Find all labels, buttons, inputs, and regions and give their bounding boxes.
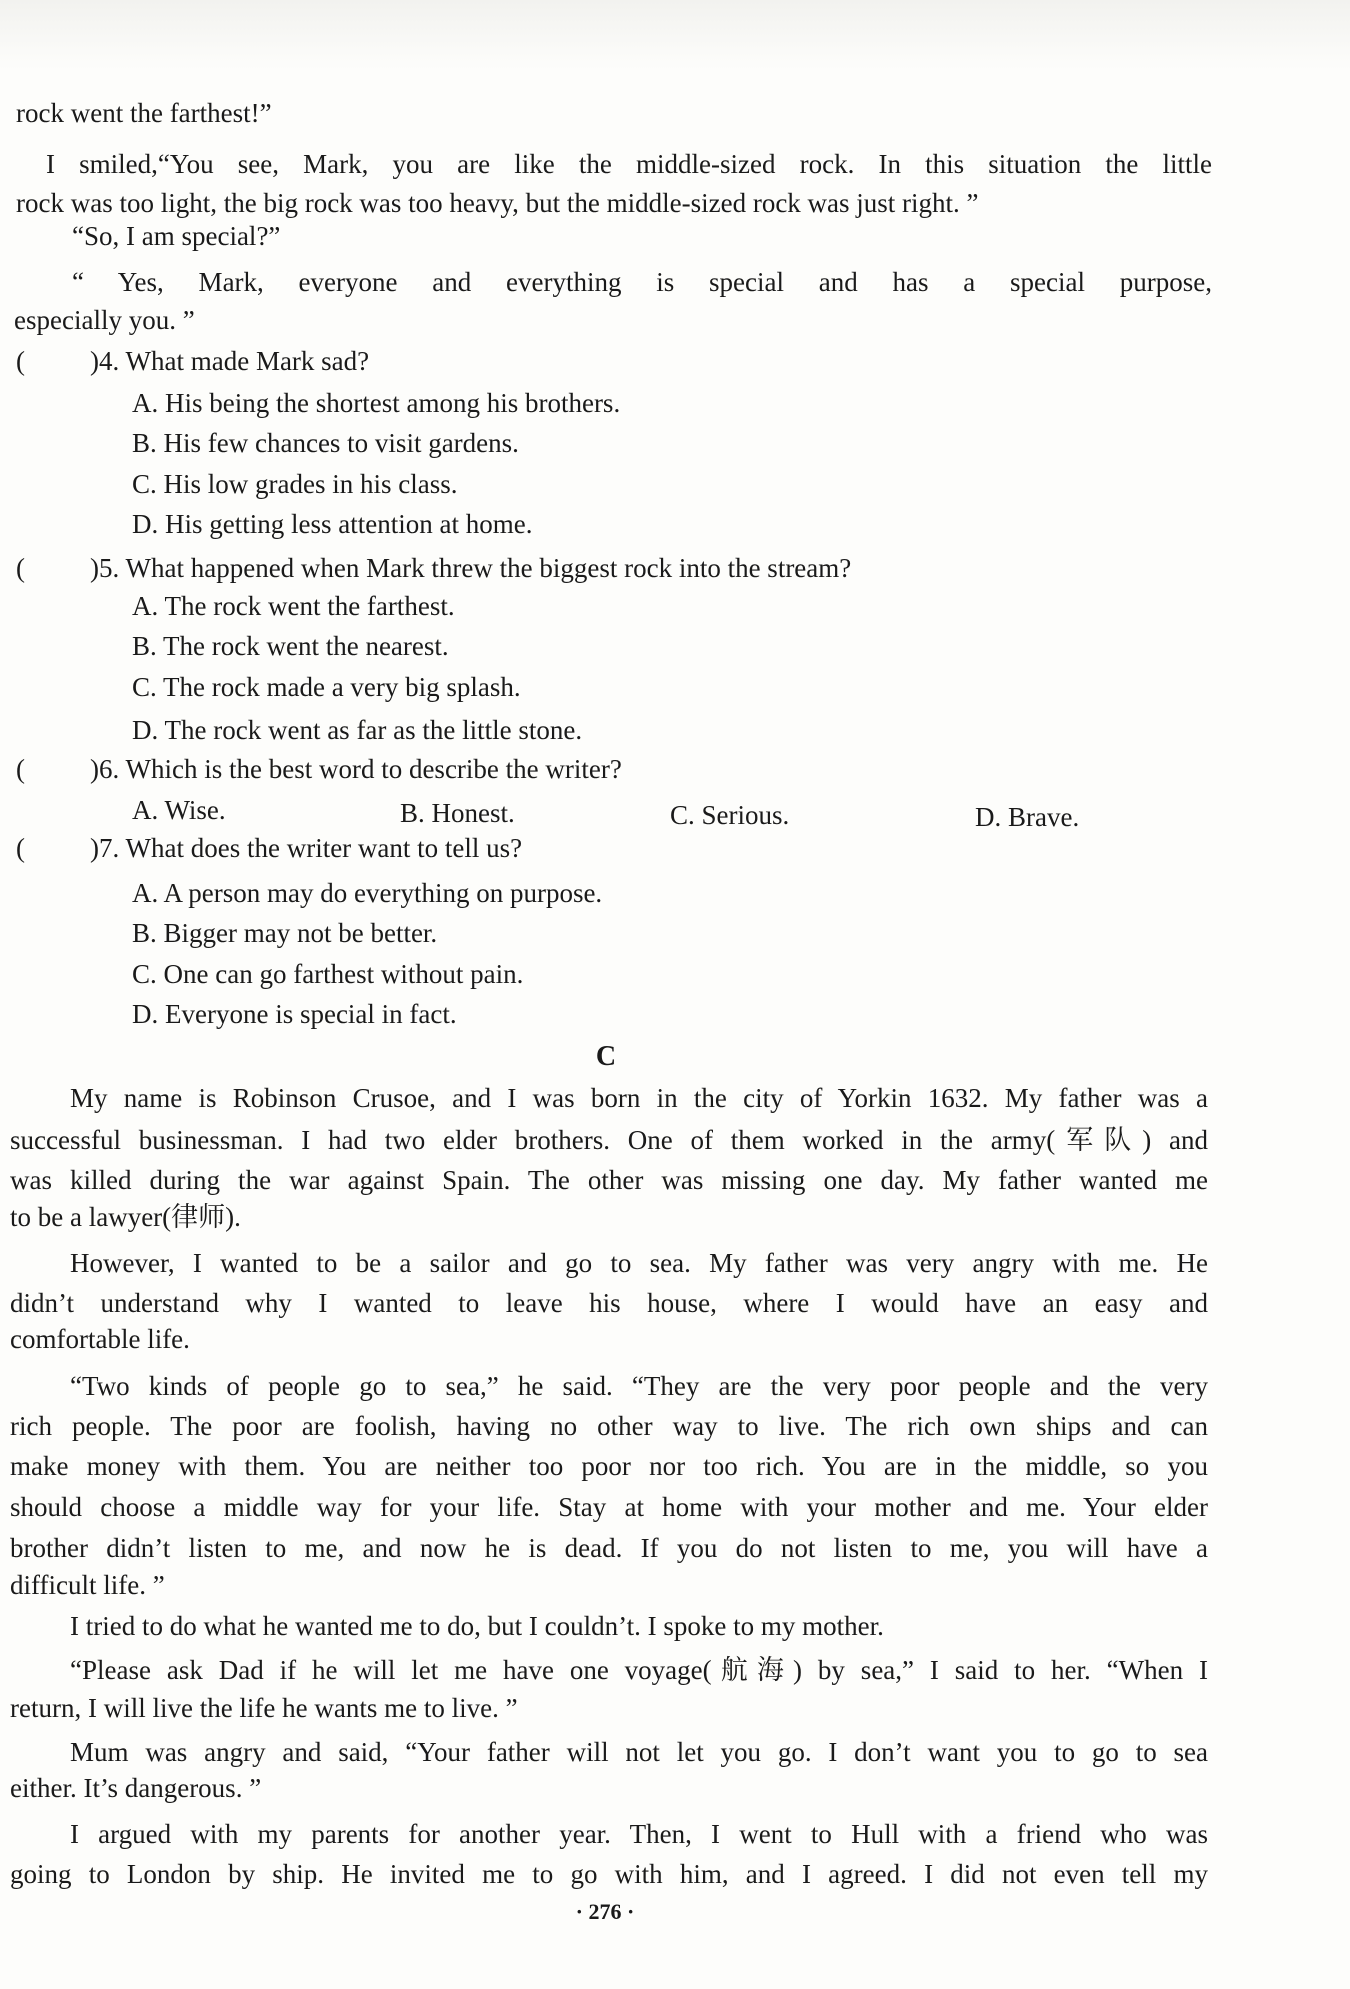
passage-line: My name is Robinson Crusoe, and I was born in the city of Yorkin 1632. My father was a: [70, 1083, 1208, 1113]
passage-line: “Please ask Dad if he will let me have one voyage(航海) by sea,” I said to her. “When I: [70, 1655, 1208, 1685]
option-c: C. One can go farthest without pain.: [132, 959, 524, 989]
story-line: “So, I am special?”: [72, 221, 281, 251]
passage-line: successful businessman. I had two elder brothers. One of them worked in the army(军队) and: [10, 1125, 1208, 1155]
passage-line: was killed during the war against Spain. The other was missing one day. My father wanted me: [10, 1165, 1208, 1195]
story-line: I smiled,“You see, Mark, you are like the middle-sized rock. In this situation the little: [46, 149, 1212, 179]
passage-line: going to London by ship. He invited me to go with him, and I agreed. I did not even tell my: [10, 1859, 1208, 1889]
section-title: C: [595, 1041, 617, 1072]
story-line: especially you. ”: [14, 305, 195, 335]
question-stem: )7. What does the writer want to tell us?: [90, 833, 523, 863]
question-stem: )6. Which is the best word to describe the writer?: [90, 754, 622, 784]
scan-top-edge: [0, 0, 1350, 70]
option-d: D. The rock went as far as the little stone.: [132, 715, 583, 745]
question-stem: )5. What happened when Mark threw the biggest rock into the stream?: [90, 553, 852, 583]
option-a: A. A person may do everything on purpose.: [132, 878, 603, 908]
option-c: C. The rock made a very big splash.: [132, 672, 521, 702]
option-b: B. Bigger may not be better.: [132, 918, 438, 948]
option-d: D. Brave.: [975, 802, 1080, 832]
passage-line: return, I will live the life he wants me to live. ”: [10, 1693, 518, 1723]
passage-line: rich people. The poor are foolish, having no other way to live. The rich own ships and can: [10, 1411, 1208, 1441]
answer-bracket: (: [16, 754, 25, 784]
option-b: B. Honest.: [400, 798, 515, 828]
option-b: B. The rock went the nearest.: [132, 631, 449, 661]
story-line: “ Yes, Mark, everyone and everything is special and has a special purpose,: [72, 267, 1212, 297]
option-a: A. His being the shortest among his brothers.: [132, 388, 621, 418]
answer-bracket: (: [16, 553, 25, 583]
passage-line: comfortable life.: [10, 1324, 190, 1354]
answer-bracket: (: [16, 833, 25, 863]
passage-line: either. It’s dangerous. ”: [10, 1773, 262, 1803]
option-c: C. His low grades in his class.: [132, 469, 458, 499]
option-c: C. Serious.: [670, 800, 790, 830]
passage-line: Mum was angry and said, “Your father will not let you go. I don’t want you to go to sea: [70, 1737, 1208, 1767]
page-number: · 276 ·: [575, 1899, 635, 1924]
passage-line: However, I wanted to be a sailor and go to sea. My father was very angry with me. He: [70, 1248, 1208, 1278]
story-line: rock was too light, the big rock was too heavy, but the middle-sized rock was just right. ”: [16, 188, 979, 218]
question-stem: )4. What made Mark sad?: [90, 346, 370, 376]
passage-line: “Two kinds of people go to sea,” he said. “They are the very poor people and the very: [70, 1371, 1208, 1401]
passage-line: difficult life. ”: [10, 1570, 165, 1600]
passage-line: make money with them. You are neither too poor nor too rich. You are in the middle, so you: [10, 1451, 1208, 1481]
story-line: rock went the farthest!”: [16, 98, 272, 128]
passage-line: I tried to do what he wanted me to do, but I couldn’t. I spoke to my mother.: [70, 1611, 884, 1641]
passage-line: I argued with my parents for another year. Then, I went to Hull with a friend who was: [70, 1819, 1208, 1849]
passage-line: should choose a middle way for your life. Stay at home with your mother and me. Your elder: [10, 1492, 1208, 1522]
passage-line: brother didn’t listen to me, and now he is dead. If you do not listen to me, you will have a: [10, 1533, 1208, 1563]
option-d: D. Everyone is special in fact.: [132, 999, 457, 1029]
passage-line: to be a lawyer(律师).: [10, 1202, 241, 1232]
option-a: A. The rock went the farthest.: [132, 591, 455, 621]
option-a: A. Wise.: [132, 795, 226, 825]
option-b: B. His few chances to visit gardens.: [132, 428, 519, 458]
option-d: D. His getting less attention at home.: [132, 509, 533, 539]
answer-bracket: (: [16, 346, 25, 376]
passage-line: didn’t understand why I wanted to leave his house, where I would have an easy and: [10, 1288, 1208, 1318]
